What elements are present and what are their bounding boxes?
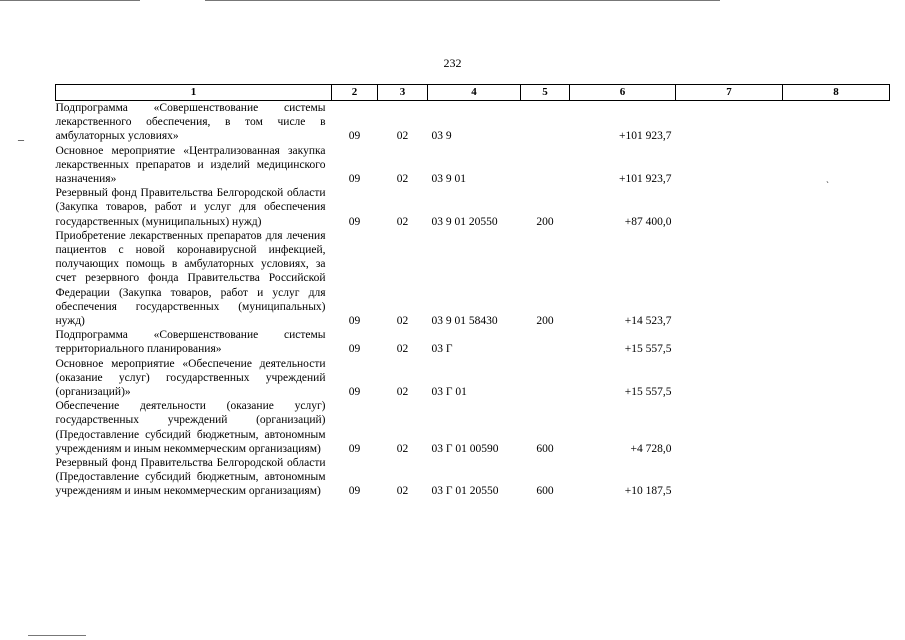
row-amount: +15 557,5 — [624, 386, 672, 399]
row-col7 — [676, 101, 783, 144]
row-expense-type — [521, 101, 570, 144]
row-target-code: 03 9 01 20550 — [431, 215, 498, 228]
row-name: Приобретение лекарственных препаратов для лечения пациентов с новой коронавирусной инфекцией, получающих помощь в амбулаторных условиях, за счет резервного фонда Правительства Российской Федерации (Закупка товаров, работ и услуг для обеспечения государственных (муниципальных) нужд) — [55, 229, 326, 328]
table-row — [56, 456, 890, 499]
row-expense-type: 200 — [536, 315, 554, 328]
row-target-code: 03 Г 01 00590 — [431, 442, 499, 455]
row-col7 — [676, 357, 783, 400]
column-header: 7 — [676, 85, 783, 101]
column-header: 3 — [378, 85, 428, 101]
table-row — [56, 357, 890, 400]
table-header-row — [56, 85, 890, 101]
row-subsection: 02 — [396, 343, 409, 356]
table-row — [56, 328, 890, 356]
row-subsection: 02 — [396, 130, 409, 143]
column-header: 5 — [521, 85, 570, 101]
row-col7 — [676, 328, 783, 356]
row-target-code: 03 Г — [431, 343, 453, 356]
row-col8 — [783, 229, 890, 328]
scan-edge-line-top-left — [0, 0, 140, 1]
row-section: 09 — [348, 215, 361, 228]
row-amount: +14 523,7 — [624, 315, 672, 328]
row-section: 09 — [348, 130, 361, 143]
table-row — [56, 186, 890, 229]
row-section: 09 — [348, 173, 361, 186]
table-row — [56, 229, 890, 328]
row-name: Основное мероприятие «Обеспечение деятельности (оказание услуг) государственных учреждений (организаций)» — [55, 357, 326, 399]
row-col8 — [783, 328, 890, 356]
table-row — [56, 399, 890, 456]
scan-edge-line-top-right — [205, 0, 720, 1]
row-section: 09 — [348, 485, 361, 498]
row-name: Обеспечение деятельности (оказание услуг) государственных учреждений (организаций) (Предоставление субсидий бюджетным, автономным учреждениям и иным некоммерческим организациям) — [55, 400, 326, 455]
row-name: Резервный фонд Правительства Белгородской области (Закупка товаров, работ и услуг для обеспечения государственных (муниципальных) нужд) — [55, 187, 326, 228]
row-col7 — [676, 399, 783, 456]
page-number: 232 — [443, 56, 462, 70]
row-amount: +101 923,7 — [619, 130, 672, 143]
table-row — [56, 101, 890, 144]
row-target-code: 03 9 01 58430 — [431, 315, 498, 328]
row-col8 — [783, 357, 890, 400]
row-amount: +15 557,5 — [624, 343, 672, 356]
column-header: 8 — [783, 85, 890, 101]
row-col7 — [676, 229, 783, 328]
row-col8 — [783, 186, 890, 229]
table-row — [56, 144, 890, 187]
row-col8 — [783, 101, 890, 144]
row-name: Подпрограмма «Совершенствование системы лекарственного обеспечения, в том числе в амбулаторных условиях» — [55, 102, 326, 143]
row-col7 — [676, 456, 783, 499]
row-subsection: 02 — [396, 485, 409, 498]
scan-edge-line-bottom — [28, 635, 86, 636]
margin-dash-mark: – — [18, 132, 24, 146]
budget-table — [55, 84, 890, 499]
column-header: 6 — [570, 85, 676, 101]
row-target-code: 03 9 — [431, 130, 452, 143]
row-expense-type: 600 — [536, 442, 554, 455]
row-name: Резервный фонд Правительства Белгородской области (Предоставление субсидий бюджетным, автономным учреждениям и иным некоммерческим организациям) — [55, 457, 326, 498]
row-col8 — [783, 399, 890, 456]
row-col8 — [783, 456, 890, 499]
margin-speck-mark: ` — [826, 180, 829, 190]
row-col8 — [783, 144, 890, 187]
row-expense-type — [521, 144, 570, 187]
row-expense-type: 200 — [536, 215, 554, 228]
row-amount: +87 400,0 — [624, 215, 672, 228]
row-section: 09 — [348, 442, 361, 455]
row-name: Основное мероприятие «Централизованная закупка лекарственных препаратов и изделий медицинского назначения» — [55, 144, 326, 186]
row-subsection: 02 — [396, 386, 409, 399]
row-section: 09 — [348, 315, 361, 328]
row-amount: +10 187,5 — [624, 485, 672, 498]
row-expense-type — [521, 357, 570, 400]
row-col7 — [676, 186, 783, 229]
row-subsection: 02 — [396, 215, 409, 228]
row-target-code: 03 9 01 — [431, 173, 466, 186]
column-header: 2 — [332, 85, 378, 101]
row-col7 — [676, 144, 783, 187]
row-target-code: 03 Г 01 20550 — [431, 485, 499, 498]
row-section: 09 — [348, 386, 361, 399]
row-subsection: 02 — [396, 173, 409, 186]
row-amount: +101 923,7 — [619, 173, 672, 186]
column-header: 1 — [56, 85, 332, 101]
row-expense-type — [521, 328, 570, 356]
row-subsection: 02 — [396, 315, 409, 328]
row-subsection: 02 — [396, 442, 409, 455]
column-header: 4 — [428, 85, 521, 101]
row-section: 09 — [348, 343, 361, 356]
row-target-code: 03 Г 01 — [431, 386, 467, 399]
row-expense-type: 600 — [536, 485, 554, 498]
row-amount: +4 728,0 — [630, 442, 672, 455]
row-name: Подпрограмма «Совершенствование системы территориального планирования» — [55, 329, 326, 356]
